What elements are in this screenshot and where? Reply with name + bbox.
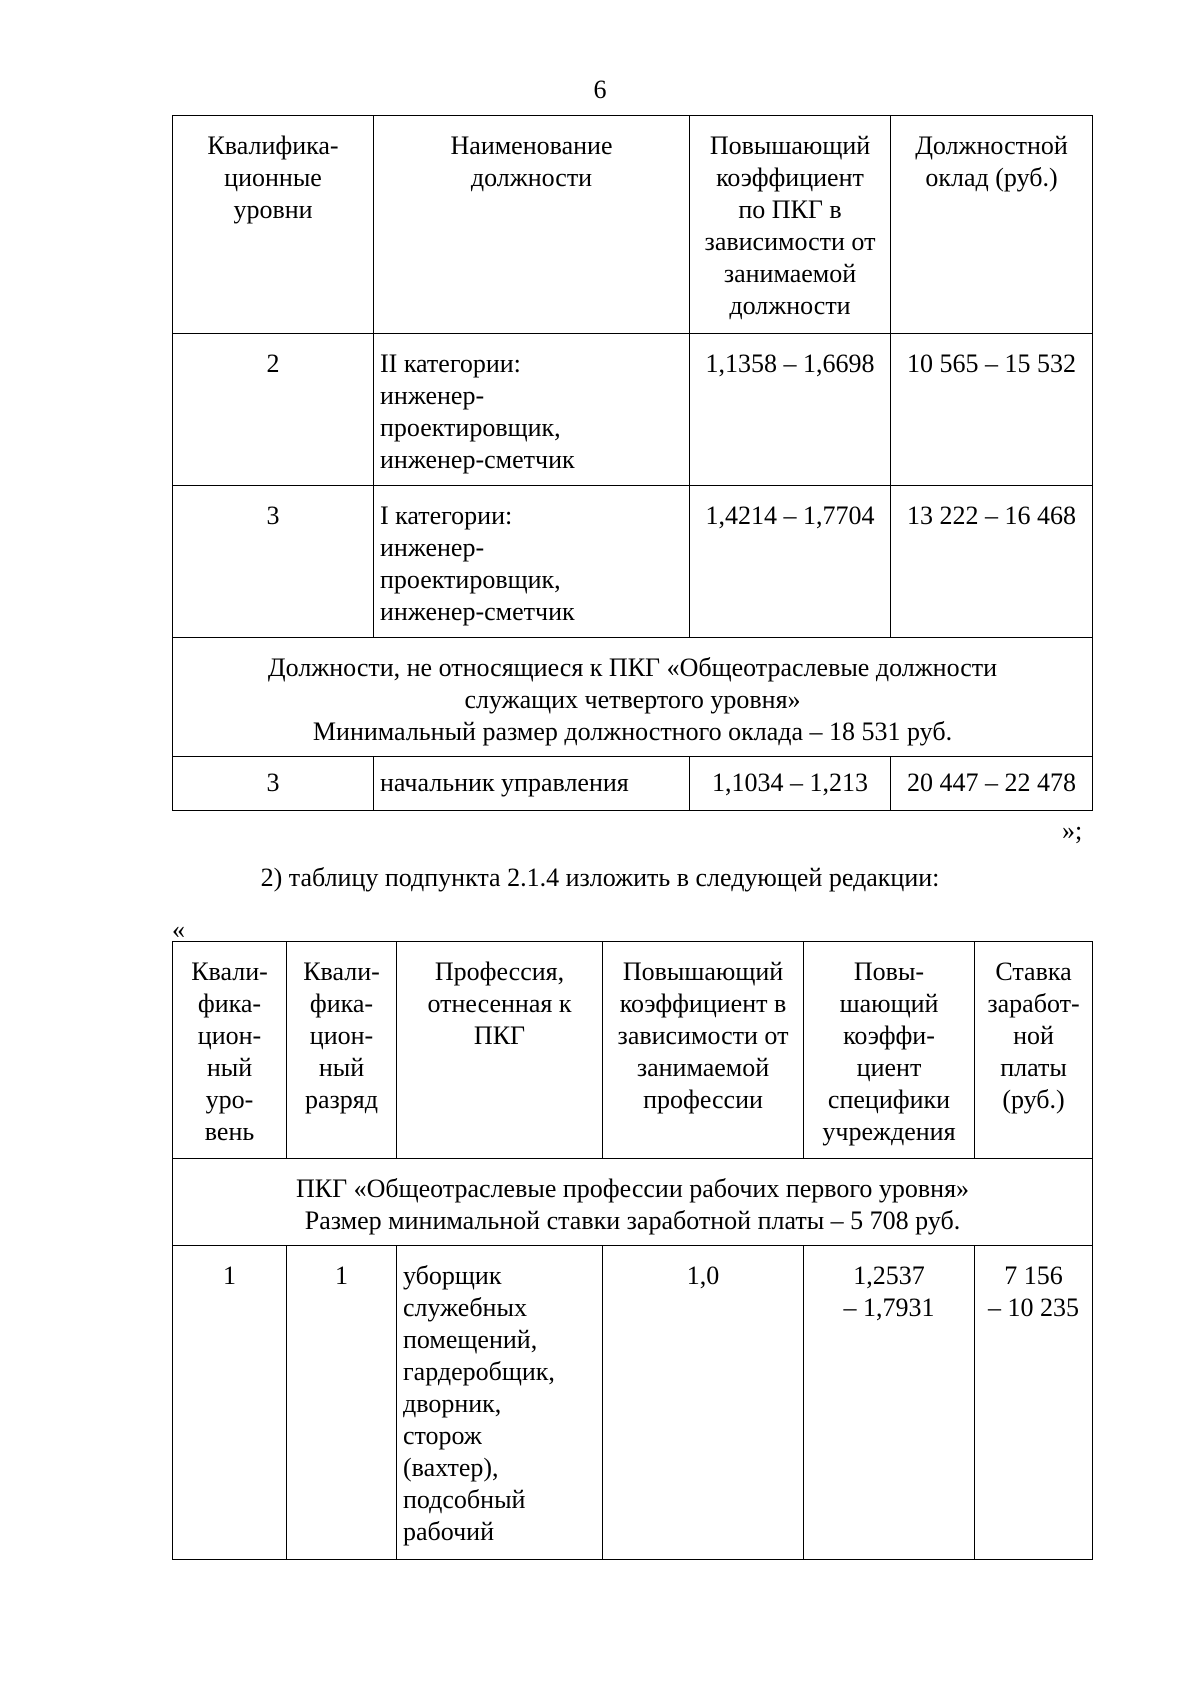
table-row (173, 757, 1093, 811)
salary-table-professions (172, 941, 1093, 1560)
cell-level: 3 (173, 757, 374, 811)
group-row (173, 638, 1093, 757)
header-position-name: Наименование должности (374, 116, 690, 334)
cell-grade: 1 (287, 1246, 397, 1560)
table-row (173, 1246, 1093, 1560)
cell-level: 2 (173, 334, 374, 486)
cell-salary: 10 565 – 15 532 (891, 334, 1093, 486)
instruction-paragraph: 2) таблицу подпункта 2.1.4 изложить в следующей редакции: (260, 863, 940, 892)
header-institution-coefficient: Повы- шающий коэффи- циент специфики учреждения (804, 942, 975, 1159)
cell-profession: уборщик служебных помещений, гардеробщик, дворник, сторож (вахтер), подсобный рабочий (397, 1246, 603, 1560)
cell-institution-coefficient: 1,2537 – 1,7931 (804, 1246, 975, 1560)
table-header-row (173, 116, 1093, 334)
cell-coefficient: 1,0 (603, 1246, 804, 1560)
cell-coefficient: 1,1034 – 1,213 (690, 757, 891, 811)
salary-table-positions (172, 115, 1093, 811)
cell-level: 3 (173, 486, 374, 638)
opening-quote: « (172, 915, 185, 944)
cell-position-name: I категории: инженер- проектировщик, инженер-сметчик (374, 486, 690, 638)
cell-salary: 13 222 – 16 468 (891, 486, 1093, 638)
cell-level: 1 (173, 1246, 287, 1560)
header-raising-coefficient: Повышающий коэффициент по ПКГ в зависимости от занимаемой должности (690, 116, 891, 334)
cell-position-name: начальник управления (374, 757, 690, 811)
group-heading: ПКГ «Общеотраслевые профессии рабочих первого уровня» Размер минимальной ставки заработной платы – 5 708 руб. (173, 1159, 1093, 1246)
header-qualification-level: Квали- фика- цион- ный уро- вень (173, 942, 287, 1159)
group-heading: Должности, не относящиеся к ПКГ «Общеотраслевые должности служащих четвертого уровня» Минимальный размер должностного оклада – 18 531 руб. (173, 638, 1093, 757)
cell-coefficient: 1,1358 – 1,6698 (690, 334, 891, 486)
header-qualification-levels: Квалифика- ционные уровни (173, 116, 374, 334)
cell-salary: 20 447 – 22 478 (891, 757, 1093, 811)
group-row (173, 1159, 1093, 1246)
header-official-salary: Должностной оклад (руб.) (891, 116, 1093, 334)
closing-quote: »; (1062, 816, 1083, 845)
page-number: 6 (593, 75, 607, 104)
table-header-row (173, 942, 1093, 1159)
cell-coefficient: 1,4214 – 1,7704 (690, 486, 891, 638)
header-raising-coefficient: Повышающий коэффициент в зависимости от занимаемой профессии (603, 942, 804, 1159)
header-qualification-grade: Квали- фика- цион- ный разряд (287, 942, 397, 1159)
cell-position-name: II категории: инженер- проектировщик, инженер-сметчик (374, 334, 690, 486)
cell-wage-rate: 7 156 – 10 235 (975, 1246, 1093, 1560)
header-profession: Профессия, отнесенная к ПКГ (397, 942, 603, 1159)
header-wage-rate: Ставка заработ- ной платы (руб.) (975, 942, 1093, 1159)
table-row (173, 486, 1093, 638)
table-row (173, 334, 1093, 486)
